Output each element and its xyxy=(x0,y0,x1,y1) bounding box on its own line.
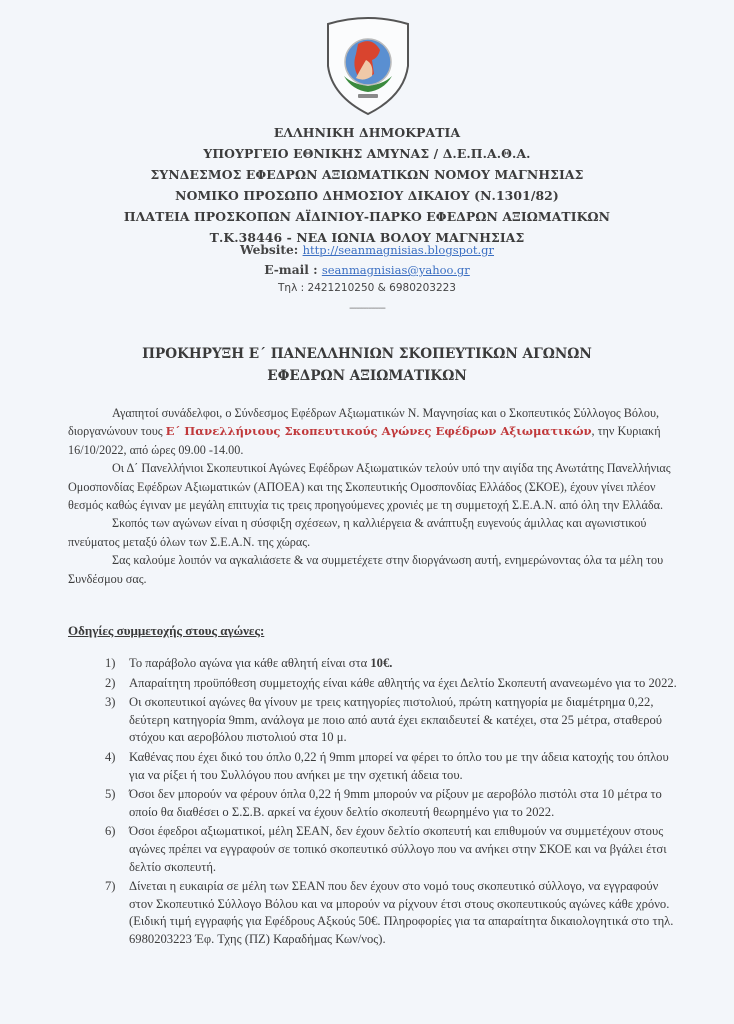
item-number: 1) xyxy=(105,656,116,670)
list-item xyxy=(105,694,685,747)
item-number: 3) xyxy=(105,695,116,710)
instructions-heading: Οδηγίες συμμετοχής στους αγώνες: xyxy=(68,623,265,638)
item-text: Όσοι έφεδροι αξιωματικοί, μέλη ΣΕΑΝ, δεν έχουν δελτίο σκοπευτή και επιθυμούν να συμμετέχουν στους αγώνες πρέπει να εγγραφούν σε τοπικό σκοπευτικό σύλλογο που να ανήκει στην ΣΚΟΕ και να βγάλει έτσι δελτίο σκοπευτή. xyxy=(129,824,667,874)
separator: --------------- xyxy=(349,303,385,314)
header-line: Τ.Κ.38446 - ΝΕΑ ΙΩΝΙΑ ΒΟΛΟΥ ΜΑΓΝΗΣΙΑΣ xyxy=(209,230,525,245)
paragraph-invitation: Σας καλούμε λοιπόν να αγκαλιάσετε & να συμμετέχετε στην διοργάνωση αυτή, ενημερώνοντας όλα τα μέλη του Συνδέσμου σας. xyxy=(68,553,664,586)
item-text: Όσοι δεν μπορούν να φέρουν όπλα 0,22 ή 9mm μπορούν να ρίξουν με αεροβόλο πιστόλι στα 10 μέτρα το οποίο θα διαθέσει ο Σ.Σ.Β. αρκεί να έχουν δελτίο σκοπευτή θεωρημένο για το 2022. xyxy=(129,787,662,819)
header-line: ΣΥΝΔΕΣΜΟΣ ΕΦΕΔΡΩΝ ΑΞΙΩΜΑΤΙΚΩΝ ΝΟΜΟΥ ΜΑΓΝΗΣΙΑΣ xyxy=(150,167,584,182)
intro-date-text: , την Κυριακή 16/10/2022, από ώρες 09.00 -14.00. xyxy=(68,424,661,457)
title-line-2: ΕΦΕΔΡΩΝ ΑΞΙΩΜΑΤΙΚΩΝ xyxy=(267,368,467,384)
list-item xyxy=(105,823,685,876)
email-label: E-mail : xyxy=(264,263,322,277)
phone-numbers: Τηλ : 2421210250 & 6980203223 xyxy=(278,282,456,294)
document-title xyxy=(0,343,734,387)
header-line: ΝΟΜΙΚΟ ΠΡΟΣΩΠΟ ΔΗΜΟΣΙΟΥ ΔΙΚΑΙΟΥ (Ν.1301/82) xyxy=(175,188,559,203)
list-item xyxy=(105,786,685,821)
paragraph-purpose: Σκοπός των αγώνων είναι η σύσφιξη σχέσεων, η καλλιέργεια & ανάπτυξη ευγενούς άμιλλας και αγωνιστικού πνεύματος μεταξύ όλων των Σ.Ε.Α.Ν. της χώρας. xyxy=(68,516,647,549)
website-link[interactable]: http://seanmagnisias.blogspot.gr xyxy=(302,243,495,257)
item-text: Απαραίτητη προϋπόθεση συμμετοχής είναι κάθε αθλητής να έχει Δελτίο Σκοπευτή ανανεωμένο για το 2022. xyxy=(129,675,677,690)
list-item xyxy=(105,675,685,693)
email-link[interactable]: seanmagnisias@yahoo.gr xyxy=(321,263,470,277)
list-item xyxy=(105,655,685,673)
organization-header xyxy=(0,122,734,248)
list-item xyxy=(105,749,685,784)
list-item xyxy=(105,878,685,948)
title-line-1: ΠΡΟΚΗΡΥΞΗ Ε΄ ΠΑΝΕΛΛΗΝΙΩΝ ΣΚΟΠΕΥΤΙΚΩΝ ΑΓΩΝΩΝ xyxy=(142,346,592,362)
item-text: Το παράβολο αγώνα για κάθε αθλητή είναι στα xyxy=(129,656,371,670)
contact-block xyxy=(0,240,734,314)
shield-emblem-icon xyxy=(322,14,414,118)
website-row xyxy=(0,240,734,260)
email-row xyxy=(0,260,734,280)
website-label: Website: xyxy=(239,243,303,257)
item-number: 7) xyxy=(105,879,116,894)
item-text: Καθένας που έχει δικό του όπλο 0,22 ή 9mm μπορεί να φέρει το όπλο του με την άδεια κατοχής του όπλου για να ρίξει ή του Συλλόγου που ανήκει με την σχετική άδεια του. xyxy=(129,749,669,782)
body-text xyxy=(68,404,674,588)
item-number: 2) xyxy=(105,675,116,690)
item-number: 4) xyxy=(105,749,116,764)
header-line: ΥΠΟΥΡΓΕΙΟ ΕΘΝΙΚΗΣ ΑΜΥΝΑΣ / Δ.Ε.Π.Α.Θ.Α. xyxy=(203,146,531,161)
header-line: ΕΛΛΗΝΙΚΗ ΔΗΜΟΚΡΑΤΙΑ xyxy=(273,125,461,140)
intro-text: Αγαπητοί συνάδελφοι, ο Σύνδεσμος Εφέδρων Αξιωματικών Ν. Μαγνησίας και ο Σκοπευτικός Σύλλογος Βόλου, διοργανώνουν τους xyxy=(68,406,660,439)
item-number: 6) xyxy=(105,824,116,839)
event-name-highlight: Ε΄ Πανελλήνιους Σκοπευτικούς Αγώνες Εφέδρων Αξιωματικών xyxy=(165,424,592,439)
item-text: Οι σκοπευτικοί αγώνες θα γίνουν με τρεις κατηγορίες πιστολιού, πρώτη κατηγορία με διαμέτρημα 0,22, δεύτερη κατηγορία 9mm, ανάλογα με ποιο από αυτά έχει εκπαιδευτεί & κατέχει, στα 25 μέτρα, σταθερού στόχου και αεροβόλου πιστολιού στα 10 μ. xyxy=(129,695,663,745)
instructions-list xyxy=(105,655,685,951)
fee-amount: 10€. xyxy=(370,656,393,670)
header-line: ΠΛΑΤΕΙΑ ΠΡΟΣΚΟΠΩΝ ΑΪΔΙΝΙΟΥ-ΠΑΡΚΟ ΕΦΕΔΡΩΝ ΑΞΙΩΜΑΤΙΚΩΝ xyxy=(123,209,611,224)
paragraph-patronage: Οι Δ΄ Πανελλήνιοι Σκοπευτικοί Αγώνες Εφέδρων Αξιωματικών τελούν υπό την αιγίδα της Ανωτάτης Πανελλήνιας Ομοσπονδίας Εφέδρων Αξιωματικών (ΑΠΟΕΑ) και της Σκοπευτικής Ομοσπονδίας Ελλάδος (ΣΚΟΕ), έχουν γίνει πλέον θεσμός καθώς έγιναν με μεγάλη επιτυχία τις τρεις προηγούμενες χρονιές με τη συμμετοχή Σ.Ε.Α.Ν. από όλη την Ελλάδα. xyxy=(68,461,671,513)
item-text: Δίνεται η ευκαιρία σε μέλη των ΣΕΑΝ που δεν έχουν στο νομό τους σκοπευτικό σύλλογο, να εγγραφούν στον Σκοπευτικό Σύλλογο Βόλου και να μπορούν να ρίχνουν έτσι στους σκοπευτικούς αγώνες κάθε χρόνο. (Ειδική τιμή εγγραφής για Εφέδρους Αξκούς 50€. Πληροφορίες για τα απαραίτητα δικαιολογητικά στο τηλ. 6980203223 Έφ. Τχης (ΠΖ) Καραδήμας Κων/νος). xyxy=(129,879,674,946)
item-number: 5) xyxy=(105,787,116,802)
paragraph-intro xyxy=(68,404,674,459)
